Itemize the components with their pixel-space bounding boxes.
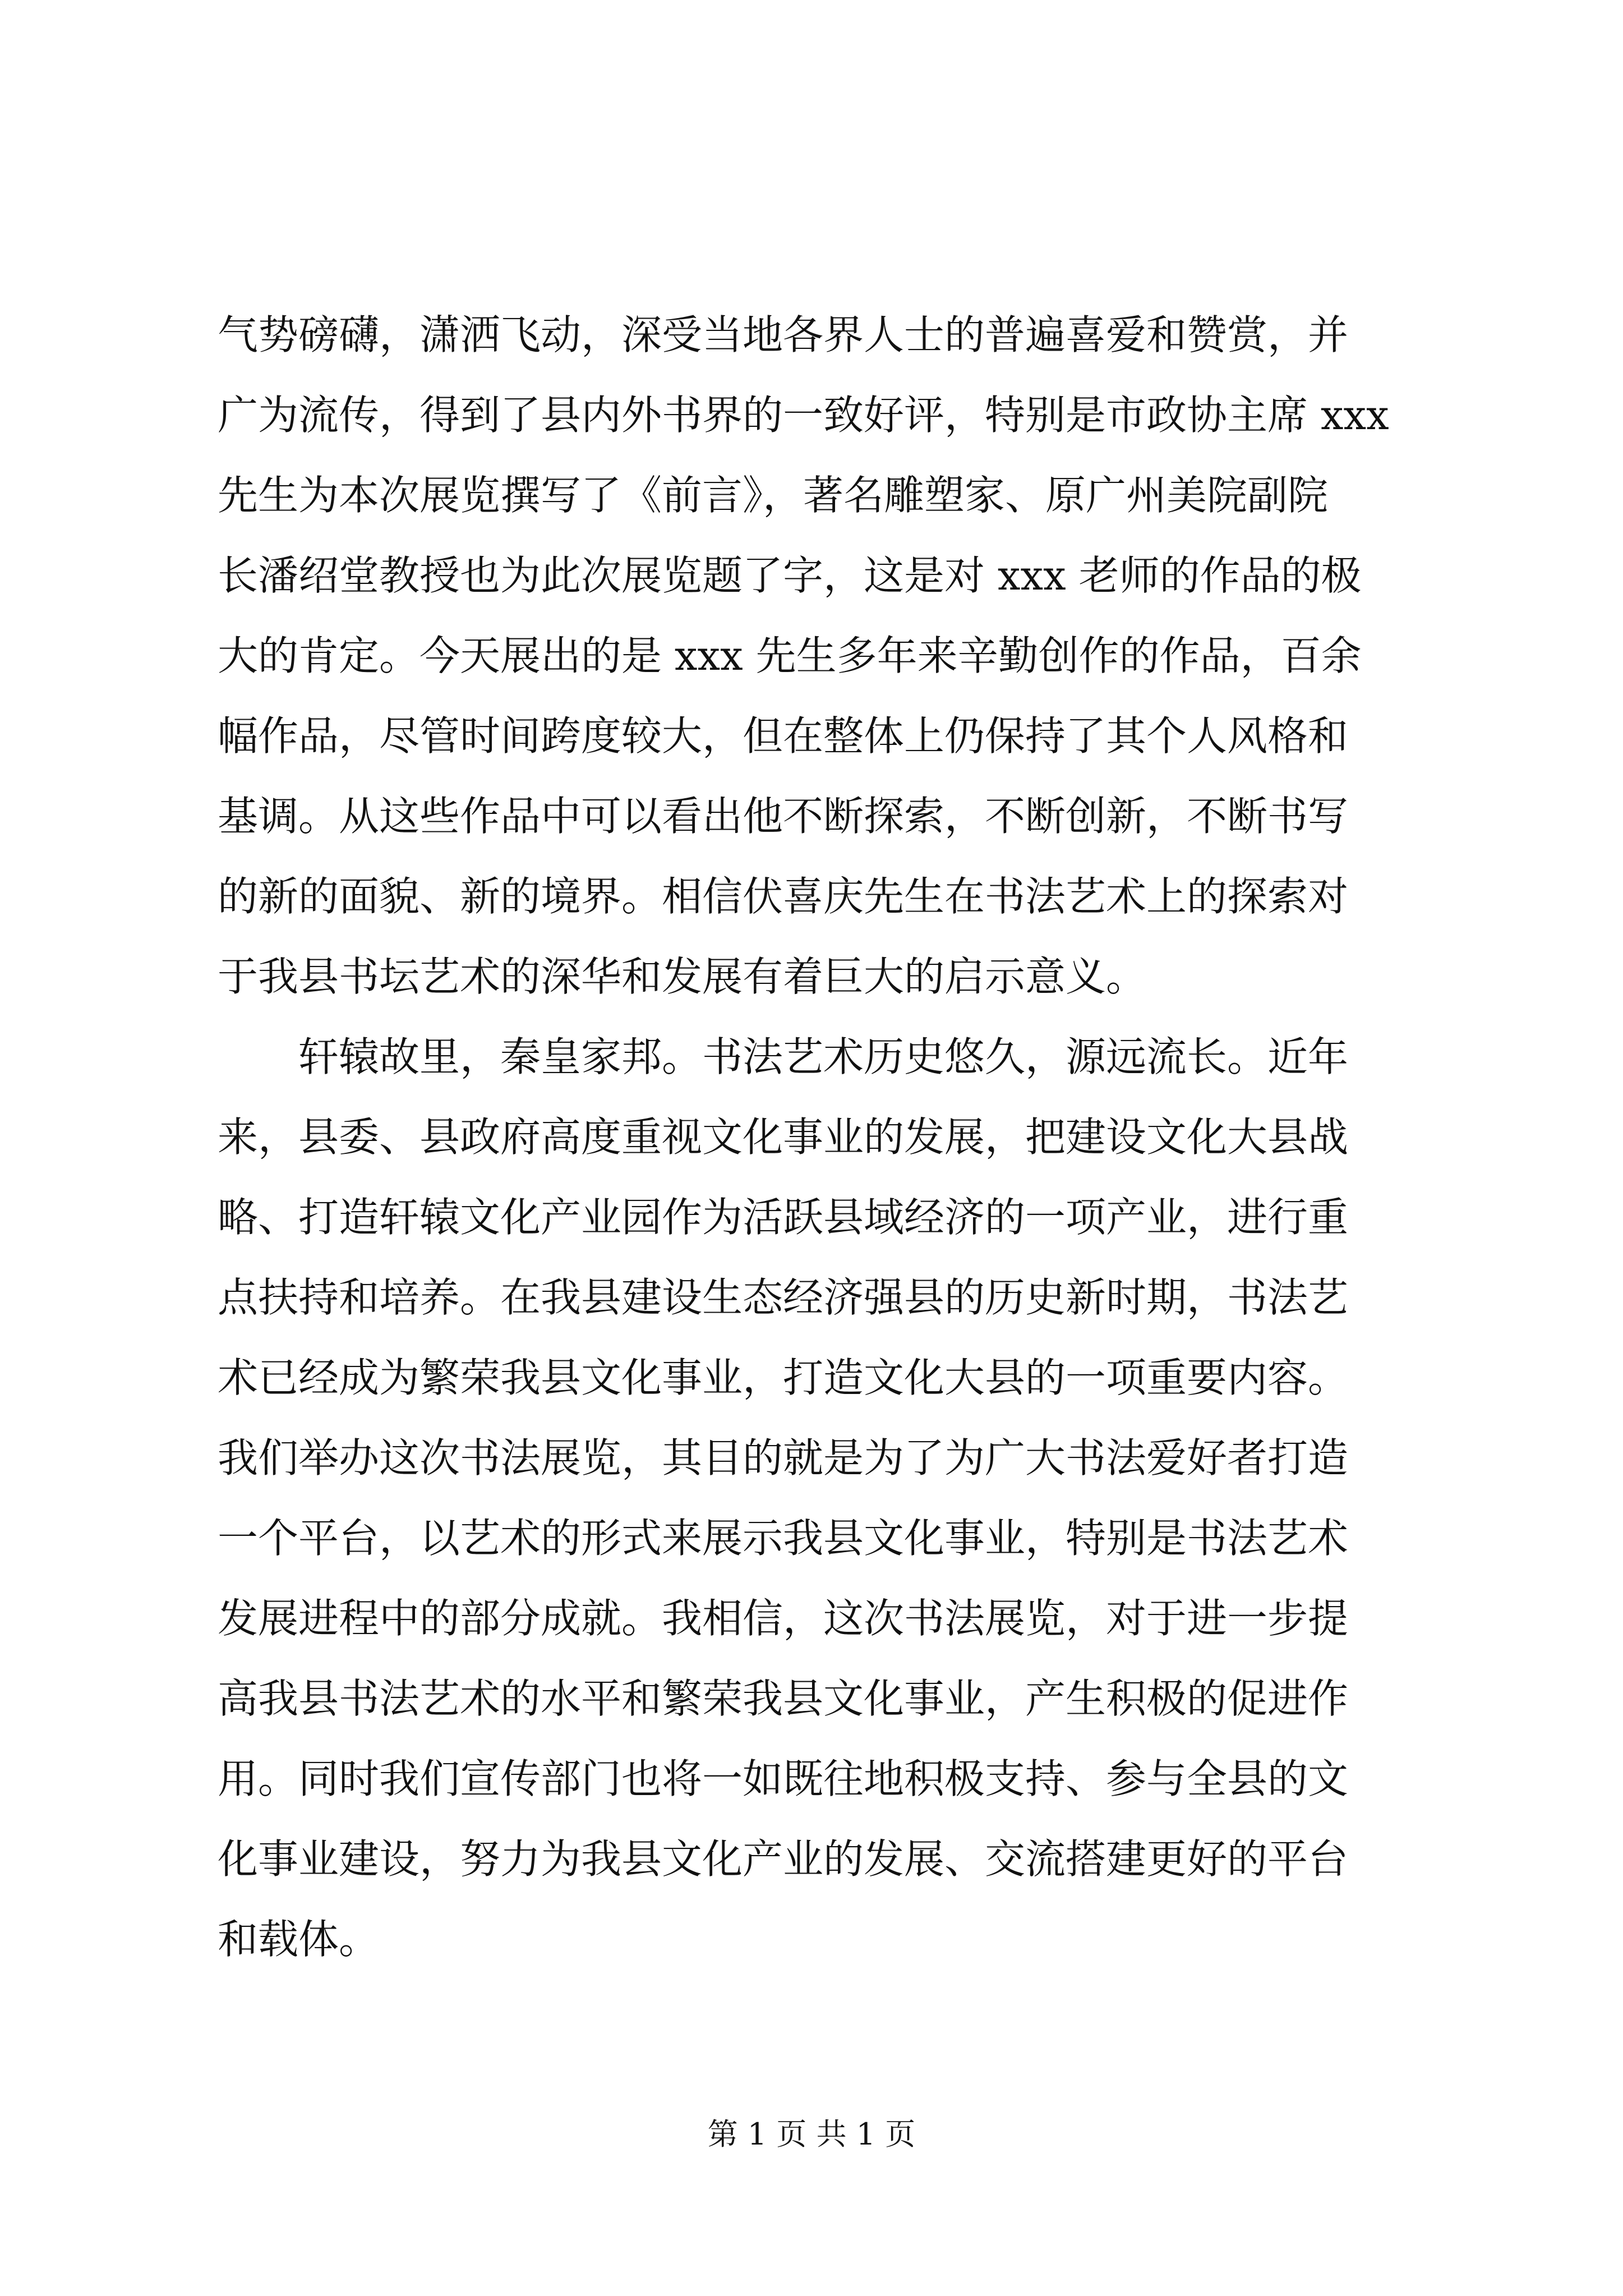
text-line: 术已经成为繁荣我县文化事业，打造文化大县的一项重要内容。 <box>218 1354 1349 1401</box>
text-line: 于我县书坛艺术的深华和发展有着巨大的启示意义。 <box>218 953 1147 1000</box>
document-body <box>218 298 1415 1983</box>
text-line: 幅作品，尽管时间跨度较大，但在整体上仍保持了其个人风格和 <box>218 712 1349 760</box>
paragraph-start-line: 轩辕故里，秦皇家邦。书法艺术历史悠久，源远流长。近年 <box>298 1033 1349 1080</box>
text-line: 我们举办这次书法展览，其目的就是为了为广大书法爱好者打造 <box>218 1434 1349 1481</box>
text-line: 略、打造轩辕文化产业园作为活跃县域经济的一项产业，进行重 <box>218 1194 1349 1241</box>
text-line: 气势磅礴，潇洒飞动，深受当地各界人士的普遍喜爱和赞赏，并 <box>218 311 1349 358</box>
text-line: 发展进程中的部分成就。我相信，这次书法展览，对于进一步提 <box>218 1595 1349 1642</box>
text-line: 大的肯定。今天展出的是 xxx 先生多年来辛勤创作的作品，百余 <box>218 632 1362 679</box>
page-number-footer: 第 1 页 共 1 页 <box>707 2116 916 2152</box>
text-line: 高我县书法艺术的水平和繁荣我县文化事业，产生积极的促进作 <box>218 1675 1349 1722</box>
text-line: 化事业建设，努力为我县文化产业的发展、交流搭建更好的平台 <box>218 1835 1349 1883</box>
text-line: 广为流传，得到了县内外书界的一致好评，特别是市政协主席 xxx <box>218 392 1389 439</box>
text-line: 点扶持和培养。在我县建设生态经济强县的历史新时期，书法艺 <box>218 1274 1349 1321</box>
text-line: 和载体。 <box>218 1916 380 1963</box>
text-line: 基调。从这些作品中可以看出他不断探索，不断创新，不断书写 <box>218 793 1349 840</box>
text-line: 一个平台，以艺术的形式来展示我县文化事业，特别是书法艺术 <box>218 1515 1349 1562</box>
text-line: 先生为本次展览撰写了《前言》，著名雕塑家、原广州美院副院 <box>218 472 1329 519</box>
text-line: 来，县委、县政府高度重视文化事业的发展，把建设文化大县战 <box>218 1114 1349 1161</box>
text-line: 长潘绍堂教授也为此次展览题了字，这是对 xxx 老师的作品的极 <box>218 552 1362 599</box>
text-line: 的新的面貌、新的境界。相信伏喜庆先生在书法艺术上的探索对 <box>218 873 1349 920</box>
text-line: 用。同时我们宣传部门也将一如既往地积极支持、参与全县的文 <box>218 1755 1349 1802</box>
